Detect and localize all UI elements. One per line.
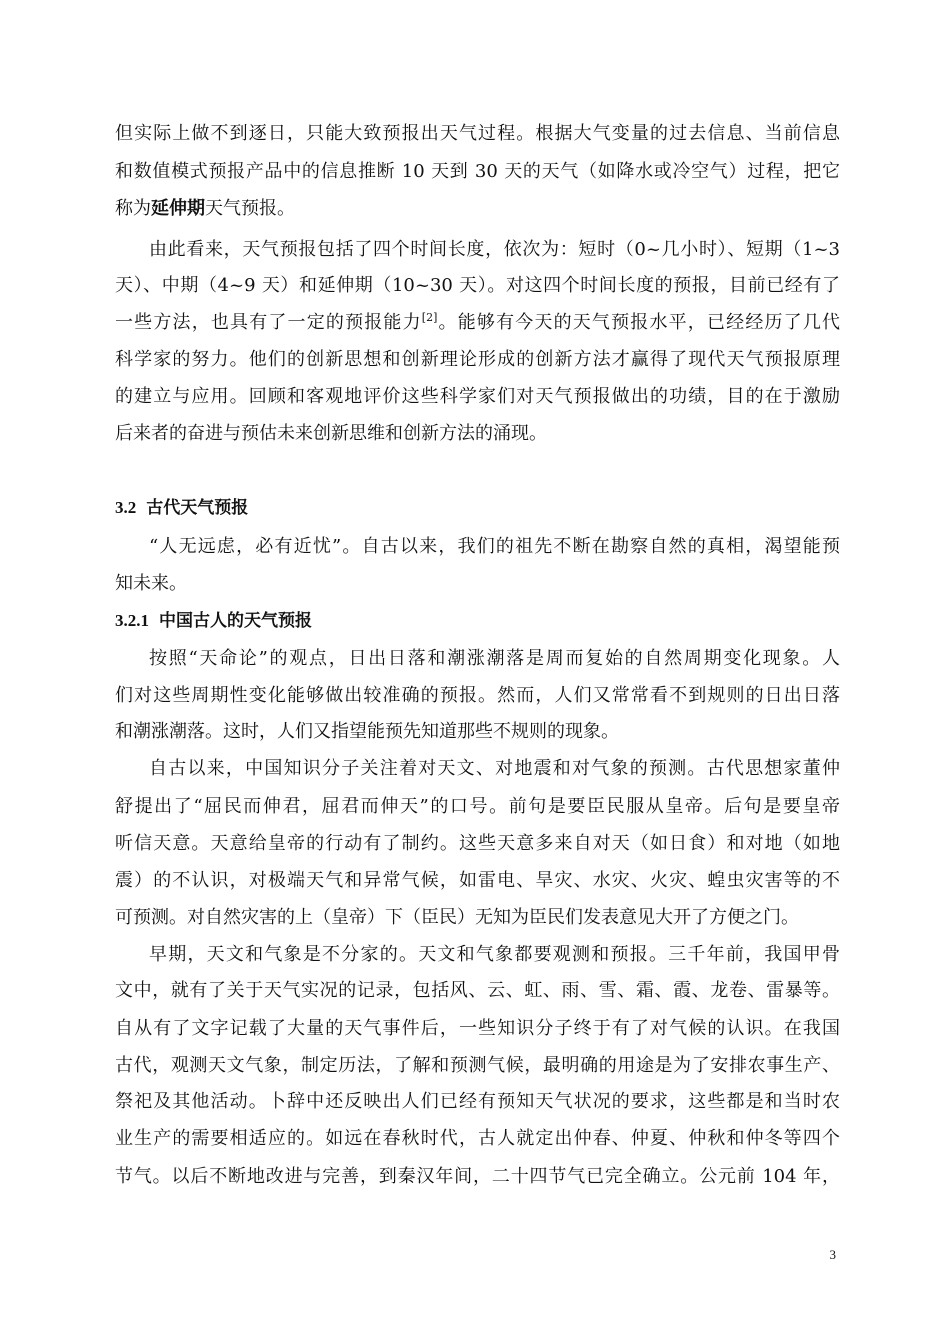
paragraph-summary-line-4: 科学家的努力。他们的创新思想和创新理论形成的创新方法才赢得了现代天气预报原理 bbox=[115, 349, 840, 370]
section-3-2-line-1: “人无远虑，必有近忧”。自古以来，我们的祖先不断在勘察自然的真相，渴望能预 bbox=[149, 536, 840, 557]
subsection-title: 中国古人的天气预报 bbox=[159, 611, 312, 631]
paragraph-line: 文中，就有了关于天气实况的记录，包括风、云、虹、雨、雪、霜、霞、龙卷、雷暴等。 bbox=[115, 980, 840, 1001]
section-number: 3.2 bbox=[115, 498, 137, 517]
extended-period-term: 延伸期 bbox=[151, 198, 205, 219]
summary-line-3-suffix: 。能够有今天的天气预报水平，已经经历了几代 bbox=[437, 312, 840, 333]
paragraph-extended-forecast-line-1: 但实际上做不到逐日，只能大致预报出天气过程。根据大气变量的过去信息、当前信息 bbox=[115, 123, 840, 144]
section-3-2-1-heading bbox=[115, 606, 312, 636]
paragraph-extended-forecast-line-2: 和数值模式预报产品中的信息推断 10 天到 30 天的天气（如降水或冷空气）过程，把它 bbox=[115, 161, 840, 182]
paragraph-line: 古代，观测天文气象，制定历法，了解和预测气候，最明确的用途是为了安排农事生产、 bbox=[115, 1055, 840, 1076]
paragraph-line: 舒提出了“屈民而伸君，屈君而伸天”的口号。前句是要臣民服从皇帝。后句是要皇帝 bbox=[115, 796, 840, 817]
paragraph-line: 们对这些周期性变化能够做出较准确的预报。然而，人们又常常看不到规则的日出日落 bbox=[115, 685, 840, 706]
paragraph-summary-line-1: 由此看来，天气预报包括了四个时间长度，依次为：短时（0~几小时）、短期（1~3 bbox=[149, 239, 840, 260]
line-3-suffix: 天气预报。 bbox=[205, 198, 295, 219]
paragraph-line: 祭祀及其他活动。卜辞中还反映出人们已经有预知天气状况的要求，这些都是和当时农 bbox=[115, 1091, 840, 1112]
paragraph-summary-line-3 bbox=[115, 306, 840, 340]
section-title: 古代天气预报 bbox=[146, 498, 249, 518]
paragraph-line: 业生产的需要相适应的。如远在春秋时代，古人就定出仲春、仲夏、仲秋和仲冬等四个 bbox=[115, 1128, 840, 1149]
subsection-number: 3.2.1 bbox=[115, 611, 149, 630]
citation-reference: [2] bbox=[421, 311, 438, 324]
paragraph-summary-line-6: 后来者的奋进与预估未来创新思维和创新方法的涌现。 bbox=[115, 423, 547, 444]
line-3-prefix: 称为 bbox=[115, 198, 151, 219]
paragraph-line: 可预测。对自然灾害的上（皇帝）下（臣民）无知为臣民们发表意见大开了方便之门。 bbox=[115, 907, 799, 928]
paragraph-line: 和潮涨潮落。这时，人们又指望能预先知道那些不规则的现象。 bbox=[115, 721, 619, 742]
paragraph-line: 早期，天文和气象是不分家的。天文和气象都要观测和预报。三千年前，我国甲骨 bbox=[149, 944, 840, 965]
paragraph-line: 节气。以后不断地改进与完善，到秦汉年间，二十四节气已完全确立。公元前 104 年， bbox=[115, 1166, 840, 1187]
paragraph-line: 自古以来，中国知识分子关注着对天文、对地震和对气象的预测。古代思想家董仲 bbox=[149, 758, 840, 779]
section-3-2-line-2: 知未来。 bbox=[115, 573, 187, 594]
paragraph-line: 震）的不认识，对极端天气和异常气候，如雷电、旱灾、水灾、火灾、蝗虫灾害等的不 bbox=[115, 870, 840, 891]
paragraph-summary-line-2: 天）、中期（4~9 天）和延伸期（10~30 天）。对这四个时间长度的预报，目前已经有了 bbox=[115, 275, 840, 296]
paragraph-line: 听信天意。天意给皇帝的行动有了制约。这些天意多来自对天（如日食）和对地（如地 bbox=[115, 833, 840, 854]
paragraph-line: 自从有了文字记载了大量的天气事件后，一些知识分子终于有了对气候的认识。在我国 bbox=[115, 1018, 840, 1039]
paragraph-line: 按照“天命论”的观点，日出日落和潮涨潮落是周而复始的自然周期变化现象。人 bbox=[149, 648, 840, 669]
section-3-2-heading bbox=[115, 493, 248, 523]
paragraph-summary-line-5: 的建立与应用。回顾和客观地评价这些科学家们对天气预报做出的功绩，目的在于激励 bbox=[115, 386, 840, 407]
paragraph-extended-forecast-line-3 bbox=[115, 192, 840, 226]
page-number: 3 bbox=[829, 1247, 836, 1262]
summary-line-3-prefix: 一些方法，也具有了一定的预报能力 bbox=[115, 312, 422, 333]
